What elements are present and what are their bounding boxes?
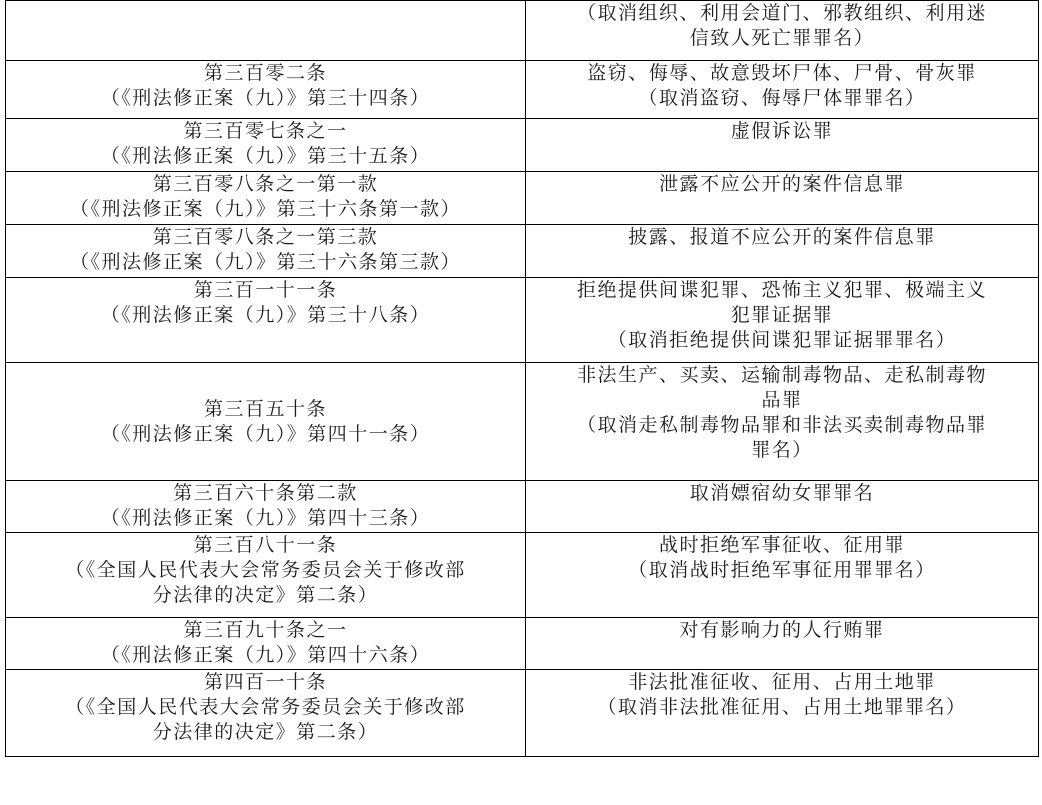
article-line: （《刑法修正案（九）》第四十六条） [100,644,431,666]
article-cell [6,61,526,119]
article-line: 第三百零八条之一第一款 [152,173,379,195]
crime-cell [526,363,1039,481]
crime-line: 罪名） [751,439,813,461]
crime-cell [526,618,1039,670]
crime-line: 品罪 [761,389,803,411]
table-row [6,119,1039,172]
article-line: （《全国人民代表大会常务委员会关于修改部 [65,559,466,581]
table-row [6,363,1039,481]
crime-cell [526,533,1039,618]
crime-cell [526,61,1039,119]
crime-line: 虚假诉讼罪 [730,120,834,142]
crime-line: 战时拒绝军事征收、征用罪 [658,534,905,556]
article-cell [6,670,526,757]
table-row [6,1,1039,61]
article-cell [6,481,526,533]
crime-line: （取消走私制毒物品罪和非法买卖制毒物品罪 [576,414,987,436]
crime-cell [526,481,1039,533]
article-line: 第三百六十条第二款 [173,482,358,504]
article-cell [6,363,526,481]
article-line: （《刑法修正案（九）》第三十五条） [100,145,431,167]
table-row [6,225,1039,278]
article-line: （《刑法修正案（九）》第三十六条第一款） [69,198,461,220]
crime-line: （取消拒绝提供间谍犯罪证据罪罪名） [607,329,957,351]
crime-line: 盗窃、侮辱、故意毁坏尸体、尸骨、骨灰罪 [587,62,977,84]
crime-line: 对有影响力的人行贿罪 [679,619,885,641]
crime-cell [526,225,1039,278]
crime-line: 犯罪证据罪 [730,304,834,326]
crime-cell [526,119,1039,172]
crime-line: （取消非法批准征用、占用土地罪罪名） [597,696,967,718]
article-line: 第三百八十一条 [193,534,338,556]
crime-line: 非法批准征收、征用、占用土地罪 [628,671,936,693]
article-cell [6,618,526,670]
crime-line: 泄露不应公开的案件信息罪 [658,173,905,195]
crime-line: （取消战时拒绝军事征用罪罪名） [628,559,936,581]
article-cell [6,533,526,618]
article-line: 第三百一十一条 [193,279,338,301]
crime-cell [526,278,1039,363]
crime-line: 取消嫖宿幼女罪罪名 [689,482,875,504]
crime-cell [526,1,1039,61]
law-amendment-table [5,0,1039,757]
article-cell [6,225,526,278]
crime-line: 非法生产、买卖、运输制毒物品、走私制毒物 [576,364,987,386]
article-line: （《刑法修正案（九）》第四十一条） [100,422,431,445]
table-row [6,533,1039,618]
article-cell [6,1,526,61]
crime-line: 披露、报道不应公开的案件信息罪 [628,226,936,248]
article-cell [6,278,526,363]
table-row [6,618,1039,670]
article-line: 第四百一十条 [203,671,327,693]
table-row [6,481,1039,533]
crime-line: 拒绝提供间谍犯罪、恐怖主义犯罪、极端主义 [576,279,987,301]
article-line: （《全国人民代表大会常务委员会关于修改部 [65,696,466,718]
article-line: （《刑法修正案（九）》第三十六条第三款） [69,251,461,273]
article-line: 第三百零八条之一第三款 [152,226,379,248]
article-cell [6,172,526,225]
article-cell [6,119,526,172]
article-line: （《刑法修正案（九）》第三十八条） [100,304,431,326]
article-line: 分法律的决定》第二条） [152,721,379,743]
article-line: （《刑法修正案（九）》第四十三条） [100,507,431,529]
article-line: （《刑法修正案（九）》第三十四条） [100,87,431,109]
table-row [6,670,1039,757]
article-line: 第三百五十条 [203,397,327,420]
table-row [6,172,1039,225]
crime-line: 信致人死亡罪罪名） [689,27,875,49]
article-line: 第三百九十条之一 [183,619,348,641]
crime-line: （取消组织、利用会道门、邪教组织、利用迷 [576,2,987,24]
table-row [6,61,1039,119]
article-line: 分法律的决定》第二条） [152,584,379,606]
article-line: 第三百零七条之一 [183,120,348,142]
crime-cell [526,172,1039,225]
table-row [6,278,1039,363]
crime-cell [526,670,1039,757]
article-line: 第三百零二条 [203,62,327,84]
crime-line: （取消盗窃、侮辱尸体罪罪名） [638,87,926,109]
